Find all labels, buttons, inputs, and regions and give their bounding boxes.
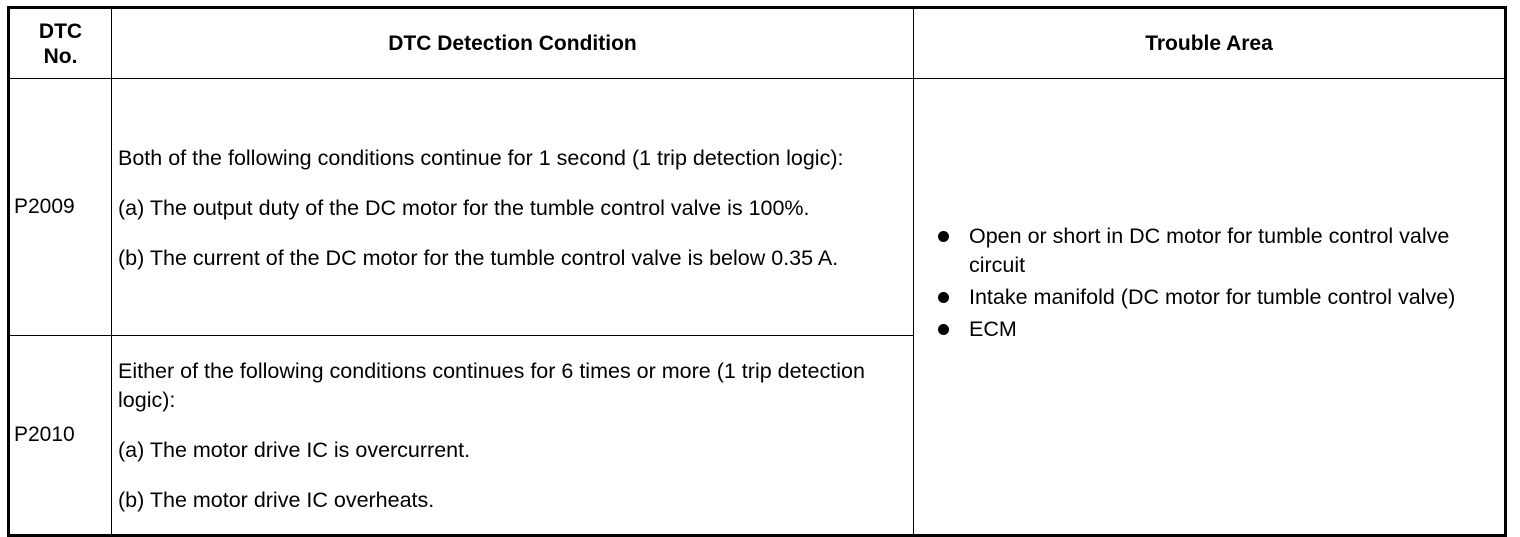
header-trouble-area: Trouble Area xyxy=(914,8,1506,79)
condition-text: (b) The motor drive IC overheats. xyxy=(118,488,435,512)
trouble-area-text: Intake manifold (DC motor for tumble control valve) xyxy=(969,285,1456,309)
dtc-code: P2009 xyxy=(9,79,112,336)
trouble-area xyxy=(914,79,1506,536)
list-item xyxy=(934,222,1494,280)
condition-text: Both of the following conditions continue for 1 second (1 trip detection logic): xyxy=(118,145,844,170)
trouble-area-text: ECM xyxy=(969,317,1017,341)
bullet-icon xyxy=(938,292,949,303)
dtc-table xyxy=(7,6,1507,537)
header-dtc-no-line1: DTC xyxy=(38,19,83,43)
detection-condition xyxy=(112,79,914,336)
header-dtc-no-line2: No. xyxy=(43,44,78,68)
header-dtc-no xyxy=(9,8,112,79)
trouble-area-list xyxy=(934,222,1494,344)
bullet-icon xyxy=(938,324,949,335)
trouble-area-text: Open or short in DC motor for tumble control valve circuit xyxy=(969,224,1450,277)
header-condition: DTC Detection Condition xyxy=(112,8,914,79)
list-item xyxy=(934,283,1494,312)
condition-text: Either of the following conditions continues for 6 times or more (1 trip detection logic): xyxy=(118,359,865,412)
bullet-icon xyxy=(938,231,949,242)
detection-condition xyxy=(112,336,914,536)
list-item xyxy=(934,315,1494,344)
condition-text: (a) The output duty of the DC motor for the tumble control valve is 100%. xyxy=(118,195,810,220)
dtc-code: P2010 xyxy=(9,336,112,536)
header-row xyxy=(9,8,1506,79)
condition-text: (a) The motor drive IC is overcurrent. xyxy=(118,438,471,462)
table-row xyxy=(9,79,1506,336)
condition-text: (b) The current of the DC motor for the tumble control valve is below 0.35 A. xyxy=(118,245,839,270)
